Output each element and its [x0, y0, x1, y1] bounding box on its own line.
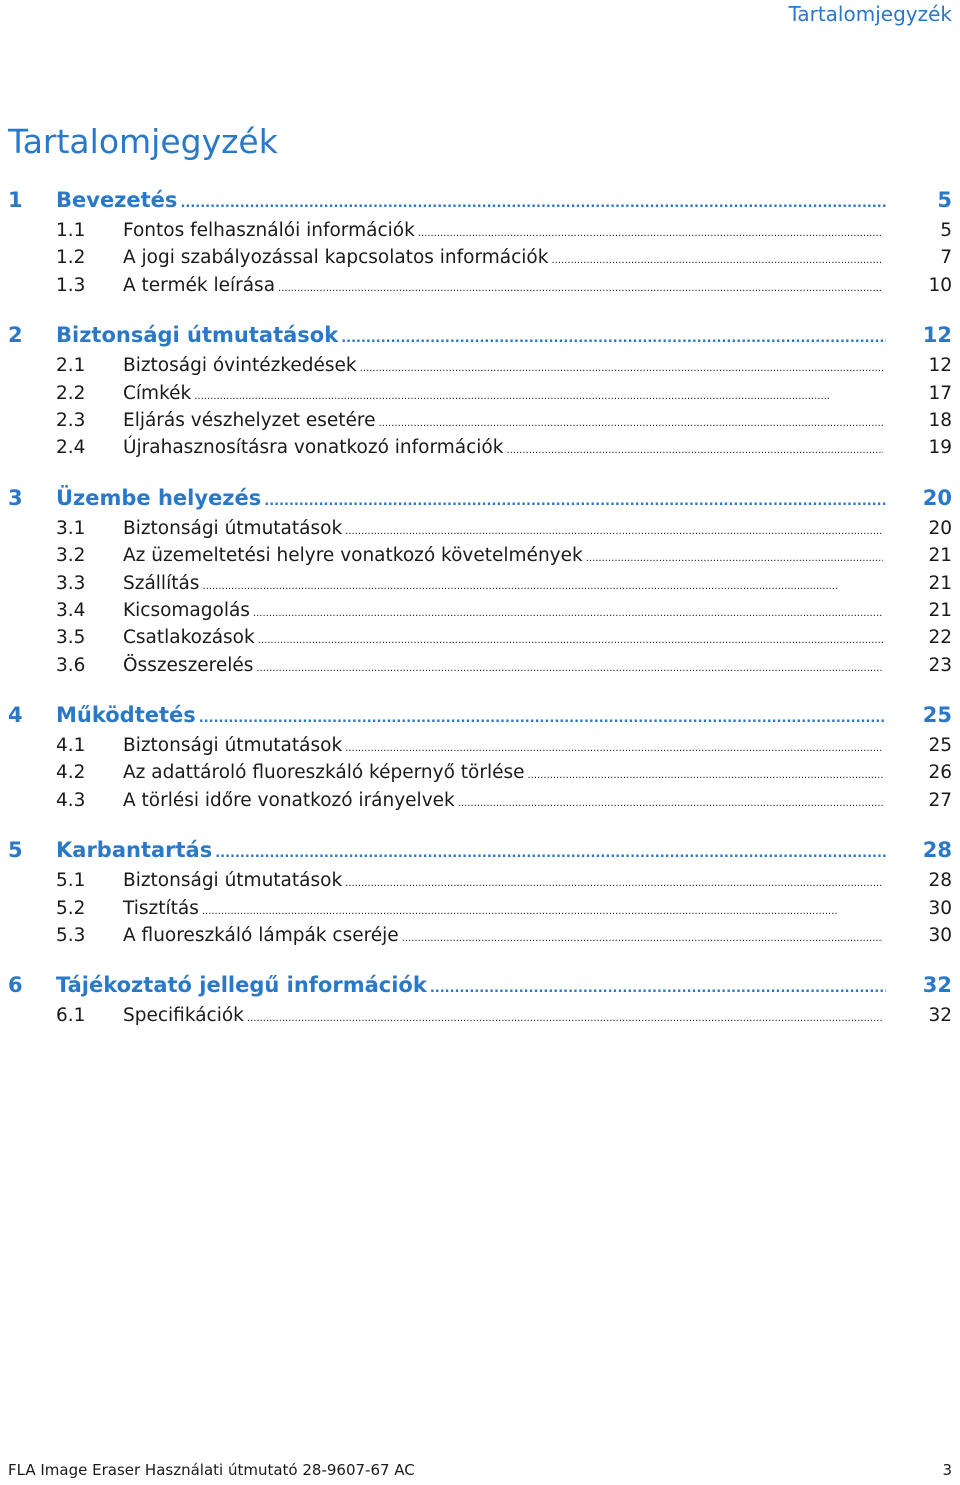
dot-leader — [528, 759, 884, 789]
section-title: A termék leírása — [123, 274, 276, 296]
chapter-title: Tájékoztató jellegű információk — [56, 973, 427, 998]
toc-entry-title-wrap — [123, 434, 883, 464]
toc-chapter-4[interactable] — [0, 698, 960, 732]
toc-section-6-1[interactable] — [0, 1002, 960, 1029]
toc-chapter-block — [0, 968, 960, 1029]
page-number: 18 — [928, 409, 952, 431]
chapter-title: Működtetés — [56, 703, 196, 728]
section-title: Az üzemeltetési helyre vonatkozó követelmények — [123, 545, 583, 567]
section-title: Címkék — [123, 382, 192, 404]
dot-leader — [402, 922, 883, 952]
page-number: 20 — [928, 517, 952, 539]
section-number: 3.5 — [56, 627, 86, 649]
toc-section-4-2[interactable] — [0, 759, 960, 786]
section-title: Szállítás — [123, 572, 200, 594]
section-number: 2.4 — [56, 437, 86, 459]
toc-section-4-3[interactable] — [0, 787, 960, 814]
toc-chapter-block — [0, 833, 960, 949]
toc-section-2-1[interactable] — [0, 352, 960, 379]
section-number: 2.1 — [56, 355, 86, 377]
toc-entry-title-wrap — [123, 217, 883, 247]
toc-chapter-block — [0, 481, 960, 679]
page-number: 19 — [928, 437, 952, 459]
toc-section-3-1[interactable] — [0, 515, 960, 542]
dot-leader — [202, 895, 883, 925]
toc-entry-title-wrap — [123, 895, 883, 925]
toc-chapter-block — [0, 698, 960, 814]
dot-leader — [418, 217, 883, 247]
page-number: 7 — [940, 247, 952, 269]
section-number: 2.3 — [56, 409, 86, 431]
page-number: 28 — [928, 870, 952, 892]
chapter-title: Bevezetés — [56, 188, 178, 212]
section-title: Fontos felhasználói információk — [123, 220, 415, 241]
section-number: 4.2 — [56, 762, 86, 784]
section-number: 2.2 — [56, 382, 86, 404]
page-number: 5 — [940, 220, 952, 241]
toc-section-2-2[interactable] — [0, 380, 960, 407]
toc-entry-title-wrap — [123, 542, 883, 572]
dot-leader — [551, 244, 883, 274]
page-title: Tartalomjegyzék — [8, 122, 278, 161]
chapter-number: 5 — [8, 838, 23, 863]
page-number: 25 — [922, 703, 952, 728]
dot-leader — [360, 352, 883, 382]
section-title: Eljárás vészhelyzet esetére — [123, 409, 376, 431]
section-number: 5.2 — [56, 897, 86, 919]
dot-leader — [345, 732, 883, 762]
dot-leader — [256, 652, 883, 682]
section-number: 1.2 — [56, 247, 86, 269]
dot-leader — [379, 407, 884, 437]
chapter-number: 6 — [8, 973, 23, 998]
section-number: 4.1 — [56, 735, 86, 757]
toc-entry-title-wrap — [123, 1002, 883, 1032]
page-number: 5 — [937, 188, 952, 212]
toc-chapter-3[interactable] — [0, 481, 960, 515]
section-number: 3.1 — [56, 517, 86, 539]
toc-entry-title-wrap — [123, 244, 883, 274]
dot-leader — [199, 700, 886, 736]
toc-entry-title-wrap — [56, 698, 886, 736]
page-number: 20 — [922, 485, 952, 510]
chapter-number: 2 — [8, 323, 23, 348]
toc-section-3-3[interactable] — [0, 570, 960, 597]
dot-leader — [253, 597, 883, 627]
page-number: 26 — [928, 762, 952, 784]
page-number: 10 — [928, 274, 952, 296]
toc-entry-title-wrap — [123, 867, 883, 897]
section-title: A fluoreszkáló lámpák cseréje — [123, 925, 399, 947]
dot-leader — [215, 835, 886, 871]
page-number: 30 — [928, 925, 952, 947]
toc-entry-title-wrap — [56, 318, 886, 356]
chapter-number: 3 — [8, 485, 23, 510]
toc-entry-title-wrap — [123, 652, 883, 682]
page-number: 21 — [928, 572, 952, 594]
section-title: Összeszerelés — [123, 654, 254, 676]
footer-page-number: 3 — [942, 1461, 952, 1479]
page-number: 21 — [928, 545, 952, 567]
dot-leader — [194, 380, 883, 410]
toc-entry-title-wrap — [123, 759, 883, 789]
page-footer — [8, 1461, 952, 1479]
page-number: 30 — [928, 897, 952, 919]
toc-chapter-block — [0, 183, 960, 299]
section-number: 3.4 — [56, 599, 86, 621]
page-number: 28 — [922, 838, 952, 863]
toc-entry-title-wrap — [123, 570, 883, 600]
page-number: 21 — [928, 599, 952, 621]
toc-entry-title-wrap — [123, 787, 883, 817]
toc-section-2-4[interactable] — [0, 434, 960, 461]
page-number: 22 — [928, 627, 952, 649]
section-title: Az adattároló fluoreszkáló képernyő törlése — [123, 762, 525, 784]
dot-leader — [458, 787, 883, 817]
toc-entry-title-wrap — [123, 922, 883, 952]
section-number: 1.3 — [56, 274, 86, 296]
toc-entry-title-wrap — [123, 380, 883, 410]
toc-section-2-3[interactable] — [0, 407, 960, 434]
section-title: A törlési időre vonatkozó irányelvek — [123, 789, 455, 811]
toc-entry-title-wrap — [123, 624, 883, 654]
section-title: Újrahasznosításra vonatkozó információk — [123, 437, 504, 459]
toc-entry-title-wrap — [123, 352, 883, 382]
running-head: Tartalomjegyzék — [788, 2, 952, 26]
page-number: 12 — [928, 355, 952, 377]
toc-section-5-3[interactable] — [0, 922, 960, 949]
toc-entry-title-wrap — [56, 481, 886, 519]
toc-chapter-5[interactable] — [0, 833, 960, 867]
dot-leader — [341, 320, 886, 356]
page-number: 27 — [928, 789, 952, 811]
section-number: 3.3 — [56, 572, 86, 594]
toc-section-3-5[interactable] — [0, 624, 960, 651]
chapter-number: 1 — [8, 188, 23, 212]
toc-section-5-2[interactable] — [0, 895, 960, 922]
dot-leader — [278, 272, 883, 302]
toc-entry-title-wrap — [56, 968, 886, 1006]
toc-section-3-6[interactable] — [0, 652, 960, 679]
toc-section-3-2[interactable] — [0, 542, 960, 569]
chapter-title: Üzembe helyezés — [56, 485, 262, 510]
toc-entry-title-wrap — [56, 833, 886, 871]
section-number: 4.3 — [56, 789, 86, 811]
dot-leader — [247, 1002, 883, 1032]
dot-leader — [258, 624, 883, 654]
section-number: 3.2 — [56, 545, 86, 567]
page-number: 25 — [928, 735, 952, 757]
chapter-title: Karbantartás — [56, 838, 213, 863]
toc-chapter-block — [0, 318, 960, 462]
section-title: Csatlakozások — [123, 627, 255, 649]
dot-leader — [202, 570, 883, 600]
section-number: 3.6 — [56, 654, 86, 676]
page-number: 23 — [928, 654, 952, 676]
table-of-contents — [0, 183, 960, 1049]
section-number: 1.1 — [56, 220, 86, 241]
section-title: Biztosági óvintézkedések — [123, 355, 357, 377]
section-number: 5.1 — [56, 870, 86, 892]
dot-leader — [180, 185, 886, 221]
chapter-title: Biztonsági útmutatások — [56, 323, 339, 348]
toc-entry-title-wrap — [123, 407, 883, 437]
dot-leader — [506, 434, 883, 464]
toc-section-1-3[interactable] — [0, 272, 960, 299]
page-number: 32 — [922, 973, 952, 998]
dot-leader — [345, 515, 883, 545]
section-number: 6.1 — [56, 1005, 86, 1027]
toc-entry-title-wrap — [123, 732, 883, 762]
section-number: 5.3 — [56, 925, 86, 947]
footer-document-title: FLA Image Eraser Használati útmutató 28-9607-67 AC — [8, 1461, 415, 1479]
toc-entry-title-wrap — [123, 515, 883, 545]
page-number: 12 — [922, 323, 952, 348]
toc-chapter-6[interactable] — [0, 968, 960, 1002]
section-title: Biztonsági útmutatások — [123, 735, 343, 757]
section-title: Tisztítás — [123, 897, 199, 919]
dot-leader — [430, 970, 886, 1006]
dot-leader — [345, 867, 883, 897]
toc-section-3-4[interactable] — [0, 597, 960, 624]
toc-section-1-2[interactable] — [0, 244, 960, 271]
dot-leader — [264, 483, 886, 519]
toc-chapter-1[interactable] — [0, 183, 960, 217]
page-number: 32 — [928, 1005, 952, 1027]
toc-chapter-2[interactable] — [0, 318, 960, 352]
section-title: Specifikációk — [123, 1005, 244, 1027]
section-title: Biztonsági útmutatások — [123, 870, 343, 892]
toc-entry-title-wrap — [56, 183, 886, 221]
toc-section-4-1[interactable] — [0, 732, 960, 759]
toc-section-5-1[interactable] — [0, 867, 960, 894]
dot-leader — [586, 542, 883, 572]
section-title: Biztonsági útmutatások — [123, 517, 343, 539]
toc-section-1-1[interactable] — [0, 217, 960, 244]
toc-entry-title-wrap — [123, 597, 883, 627]
page-number: 17 — [928, 382, 952, 404]
section-title: Kicsomagolás — [123, 599, 250, 621]
chapter-number: 4 — [8, 703, 23, 728]
section-title: A jogi szabályozással kapcsolatos információk — [123, 247, 549, 269]
toc-entry-title-wrap — [123, 272, 883, 302]
